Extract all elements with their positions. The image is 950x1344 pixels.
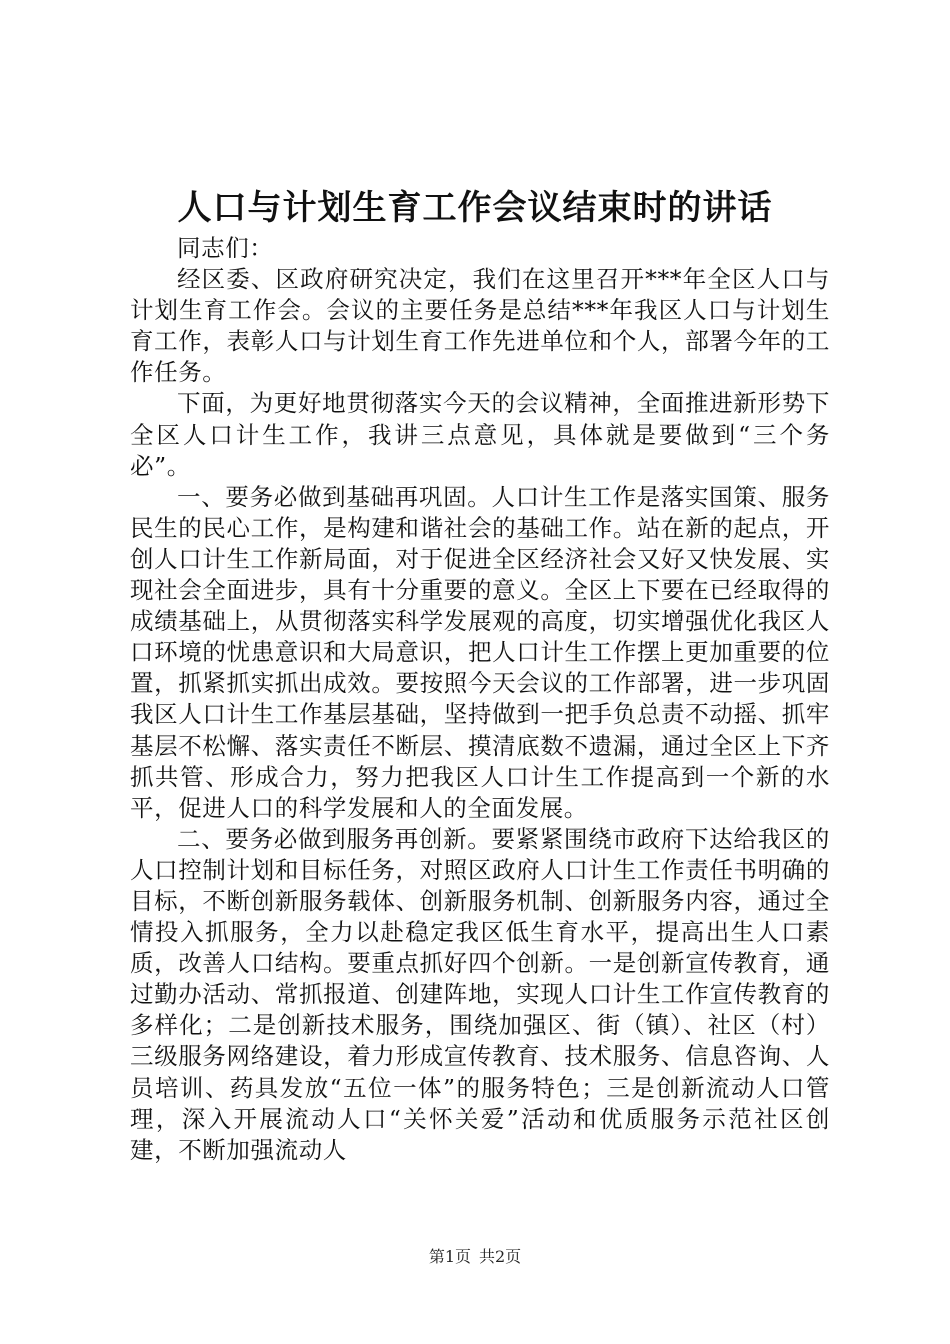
paragraph-overview: 下面，为更好地贯彻落实今天的会议精神，全面推进新形势下全区人口计生工作，我讲三点意见，具体就是要做到“三个务必”。 xyxy=(130,389,830,480)
paragraph-point-two: 二、要务必做到服务再创新。要紧紧围绕市政府下达给我区的人口控制计划和目标任务，对照区政府人口计生工作责任书明确的目标，不断创新服务载体、创新服务机制、创新服务内容，通过全情投入抓服务，全力以赴稳定我区低生育水平，提高出生人口素质，改善人口结构。要重点抓好四个创新。一是创新宣传教育，通过勤办活动、常抓报道、创建阵地，实现人口计生工作宣传教育的多样化；二是创新技术服务，围绕加强区、街（镇）、社区（村）三级服务网络建设，着力形成宣传教育、技术服务、信息咨询、人员培训、药具发放“五位一体”的服务特色；三是创新流动人口管理，深入开展流动人口“关怀关爱”活动和优质服务示范社区创建，不断加强流动人 xyxy=(130,824,830,1164)
page-footer xyxy=(0,1247,950,1267)
page-number: 第1页 xyxy=(428,1247,471,1266)
page-total: 共2页 xyxy=(479,1247,522,1266)
paragraph-point-one: 一、要务必做到基础再巩固。人口计生工作是落实国策、服务民生的民心工作，是构建和谐社会的基础工作。站在新的起点，开创人口计生工作新局面，对于促进全区经济社会又好又快发展、实现社会全面进步，具有十分重要的意义。全区上下要在已经取得的成绩基础上，从贯彻落实科学发展观的高度，切实增强优化我区人口环境的忧患意识和大局意识，把人口计生工作摆上更加重要的位置，抓紧抓实抓出成效。要按照今天会议的工作部署，进一步巩固我区人口计生工作基层基础，坚持做到一把手负总责不动摇、抓牢基层不松懈、落实责任不断层、摸清底数不遗漏，通过全区上下齐抓共管、形成合力，努力把我区人口计生工作提高到一个新的水平，促进人口的科学发展和人的全面发展。 xyxy=(130,482,830,822)
paragraph-intro: 经区委、区政府研究决定，我们在这里召开***年全区人口与计划生育工作会。会议的主要任务是总结***年我区人口与计划生育工作，表彰人口与计划生育工作先进单位和个人，部署今年的工作任务。 xyxy=(130,265,830,387)
document-body xyxy=(130,233,830,1166)
salutation: 同志们： xyxy=(177,234,274,262)
document-title: 人口与计划生育工作会议结束时的讲话 xyxy=(177,188,773,228)
